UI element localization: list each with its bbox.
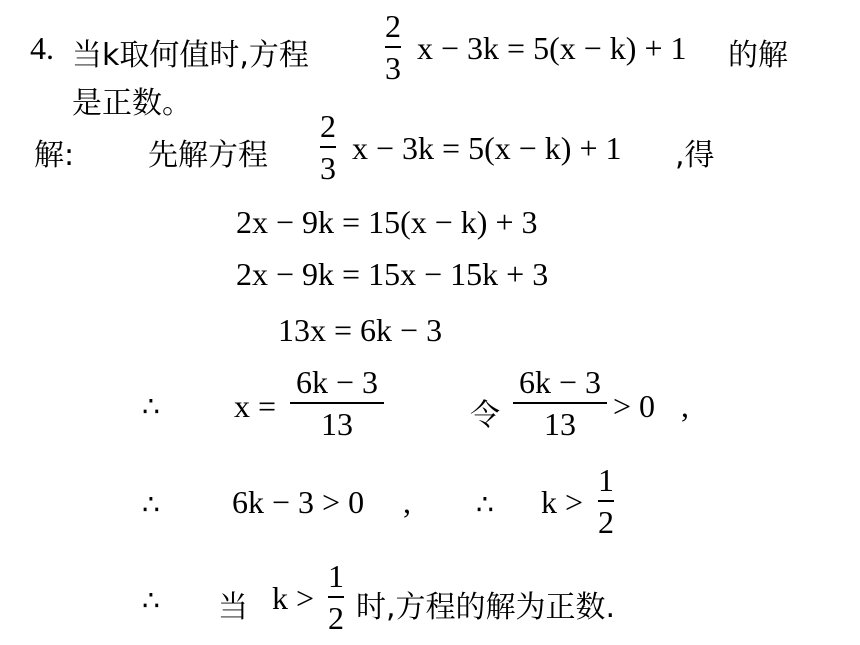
conclusion-when: 当 <box>218 590 248 625</box>
let-fraction <box>513 364 607 442</box>
step-1: 2x − 9k = 15(x − k) + 3 <box>236 204 538 240</box>
step-5-inequality: 6k − 3 > 0 <box>232 484 365 520</box>
step-2: 2x − 9k = 15x − 15k + 3 <box>236 256 549 292</box>
let-rhs: > 0 <box>613 388 656 424</box>
therefore-symbol: ∴ <box>476 488 494 521</box>
fraction-numerator: 6k − 3 <box>295 364 379 400</box>
solution-label: 解: <box>34 138 75 173</box>
fraction-denominator: 2 <box>598 504 614 540</box>
step-5-result-lhs: k > <box>541 484 584 520</box>
fraction-denominator: 3 <box>320 150 336 186</box>
let-word: 令 <box>470 398 500 433</box>
conclusion-lhs: k > <box>272 580 315 616</box>
problem-number: 4. <box>30 30 54 66</box>
conclusion-text: 时,方程的解为正数. <box>356 590 616 625</box>
fraction-denominator: 13 <box>544 406 576 442</box>
intro-fraction <box>320 108 336 186</box>
let-comma: , <box>681 388 689 424</box>
fraction-denominator: 13 <box>321 406 353 442</box>
problem-text: 当k取何值时,方程 <box>72 38 309 73</box>
intro-tail: ,得 <box>675 138 715 173</box>
fraction-numerator: 6k − 3 <box>518 364 602 400</box>
step-3: 13x = 6k − 3 <box>278 312 443 348</box>
step-5-fraction <box>598 462 614 540</box>
step-4-lhs: x = <box>234 388 277 424</box>
solution-intro: 先解方程 <box>148 138 268 173</box>
fraction-denominator: 3 <box>385 50 401 86</box>
problem-fraction <box>385 8 401 86</box>
problem-text-line2: 是正数。 <box>72 86 192 121</box>
step-4-fraction <box>290 364 384 442</box>
fraction-denominator: 2 <box>328 600 344 636</box>
problem-text-end: 的解 <box>728 38 788 73</box>
therefore-symbol: ∴ <box>142 584 160 617</box>
fraction-numerator: 1 <box>328 558 344 594</box>
conclusion-fraction <box>328 558 344 636</box>
problem-equation: x − 3k = 5(x − k) + 1 <box>417 30 687 66</box>
therefore-symbol: ∴ <box>142 488 160 521</box>
intro-equation: x − 3k = 5(x − k) + 1 <box>352 130 622 166</box>
therefore-symbol: ∴ <box>142 390 160 423</box>
step-5-comma: , <box>403 484 411 520</box>
fraction-numerator: 2 <box>320 108 336 144</box>
fraction-numerator: 1 <box>598 462 614 498</box>
fraction-numerator: 2 <box>385 8 401 44</box>
